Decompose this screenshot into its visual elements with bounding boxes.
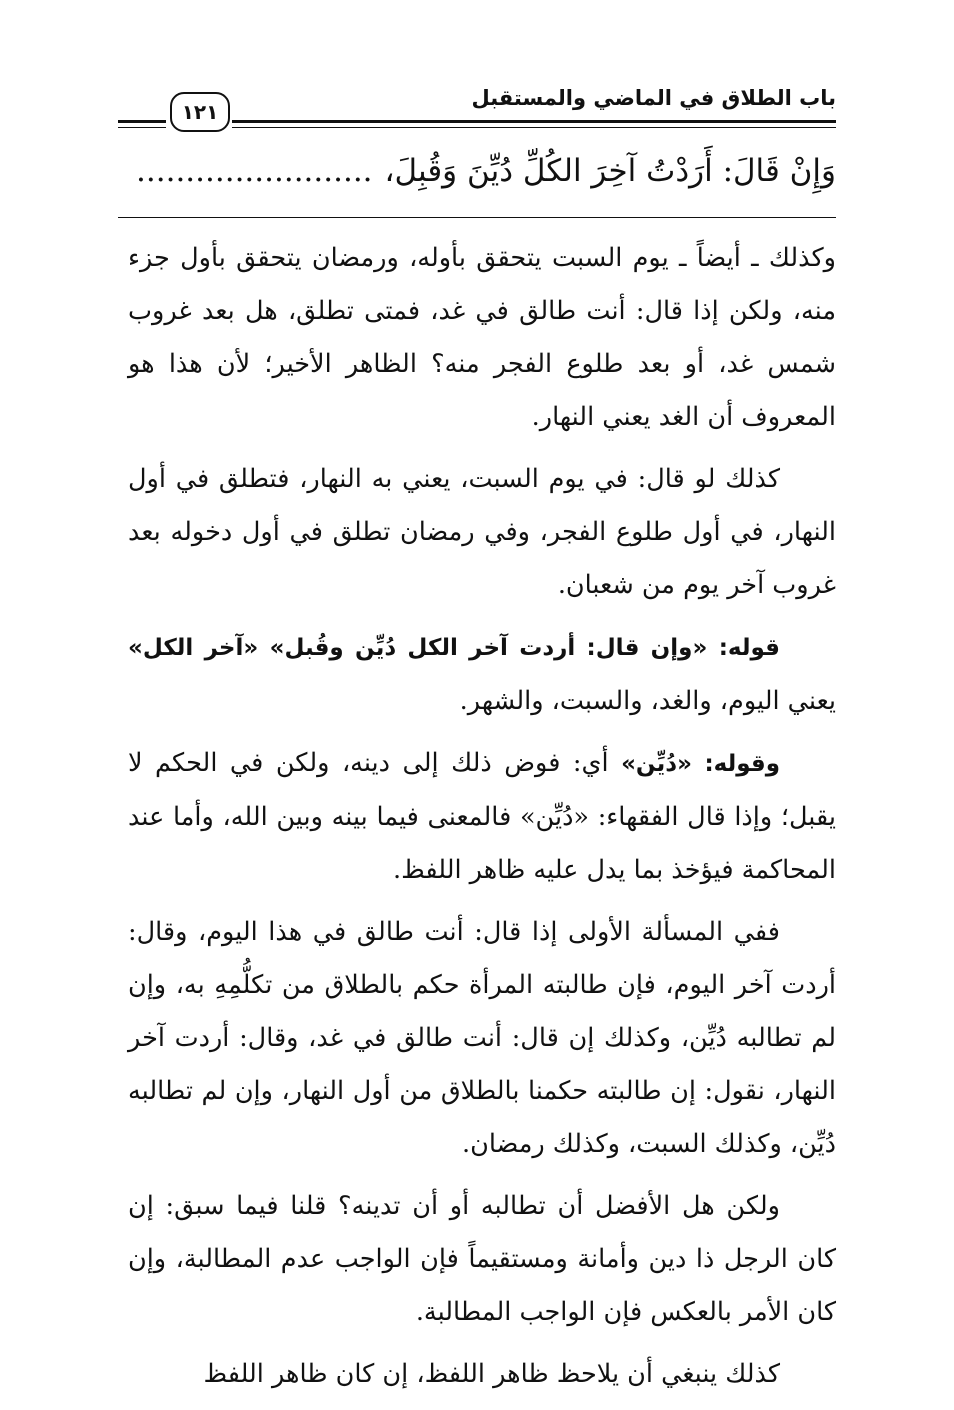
paragraph (128, 453, 836, 612)
paragraph (128, 1348, 836, 1401)
paragraph-text: يعني اليوم، والغد، والسبت، والشهر. (459, 686, 836, 716)
bold-quote: «وإن قال: أردت آخر الكل دُيِّن وقُبل» (269, 635, 708, 661)
paragraph-text: أي: فوض ذلك إلى دينه، ولكن في الحكم لا يقبل؛ وإذا قال الفقهاء: «دُيِّن» فالمعنى فيما بينه وبين الله، وأما عند المحاكمة فيؤخذ بما يدل عليه ظاهر اللفظ. (128, 748, 836, 885)
commentary-body (128, 232, 836, 1410)
paragraph (128, 1180, 836, 1339)
paragraph (128, 232, 836, 444)
bold-quote: «دُيِّن» (621, 751, 692, 777)
paragraph-text: كذلك لو قال: في يوم السبت، يعني به النهار، فتطلق في أول النهار، في أول طلوع الفجر، وفي رمضان تطلق في أول دخوله بعد غروب آخر يوم من شعبان. (128, 464, 836, 600)
paragraph (128, 621, 836, 728)
paragraph (128, 737, 836, 897)
paragraph-text: كذلك ينبغي أن يلاحظ ظاهر اللفظ، إن كان ظاهر اللفظ (203, 1359, 780, 1389)
bold-lead: وقوله: (704, 751, 781, 777)
running-title: باب الطلاق في الماضي والمستقبل (471, 86, 836, 110)
header-left-rule-thick (118, 120, 166, 123)
paragraph-text: ففي المسألة الأولى إذا قال: أنت طالق في هذا اليوم، وقال: أردت آخر اليوم، فإن طالبته المرأة حكم بالطلاق من تكلُّمِهِ به، وإن لم تطالبه دُيِّن، وكذلك إن قال: أنت طالق في غد، وقال: أردت آخر النهار، نقول: إن طالبته حكمنا بالطلاق من أول النهار، وإن لم تطالبه دُيِّن، وكذلك السبت، وكذلك رمضان. (128, 917, 836, 1159)
header-rule-thin (232, 127, 836, 128)
header-rule-thick (232, 120, 836, 123)
matn-separator-rule (118, 217, 836, 218)
matn-dots: ........................ (136, 153, 373, 189)
matn-line (118, 150, 836, 193)
paragraph-text: ولكن هل الأفضل أن تطالبه أو أن تدينه؟ قلنا فيما سبق: إن كان الرجل ذا دين وأمانة ومستقيماً فإن الواجب عدم المطالبة، وإن كان الأمر بالعكس فإن الواجب المطالبة. (128, 1191, 836, 1327)
page-number: ١٢١ (181, 100, 219, 124)
page-number-box (170, 92, 230, 132)
bold-lead: قوله: (718, 635, 780, 661)
paragraph-text: وكذلك ـ أيضاً ـ يوم السبت يتحقق بأوله، ورمضان يتحقق بأول جزء منه، ولكن إذا قال: أنت طالق في غد، فمتى تطلق، هل بعد غروب شمس غد، أو بعد طلوع الفجر منه؟ الظاهر الأخير؛ لأن هذا هو المعروف أن الغد يعني النهار. (128, 243, 836, 432)
header-left-rule-thin (118, 127, 166, 128)
bold-term: «آخر الكل» (128, 635, 259, 661)
paragraph (128, 906, 836, 1171)
matn-text: وَإِنْ قَالَ: أَرَدْتُ آخِرَ الكُلِّ دُيِّنَ وَقُبِلَ، (384, 153, 836, 189)
